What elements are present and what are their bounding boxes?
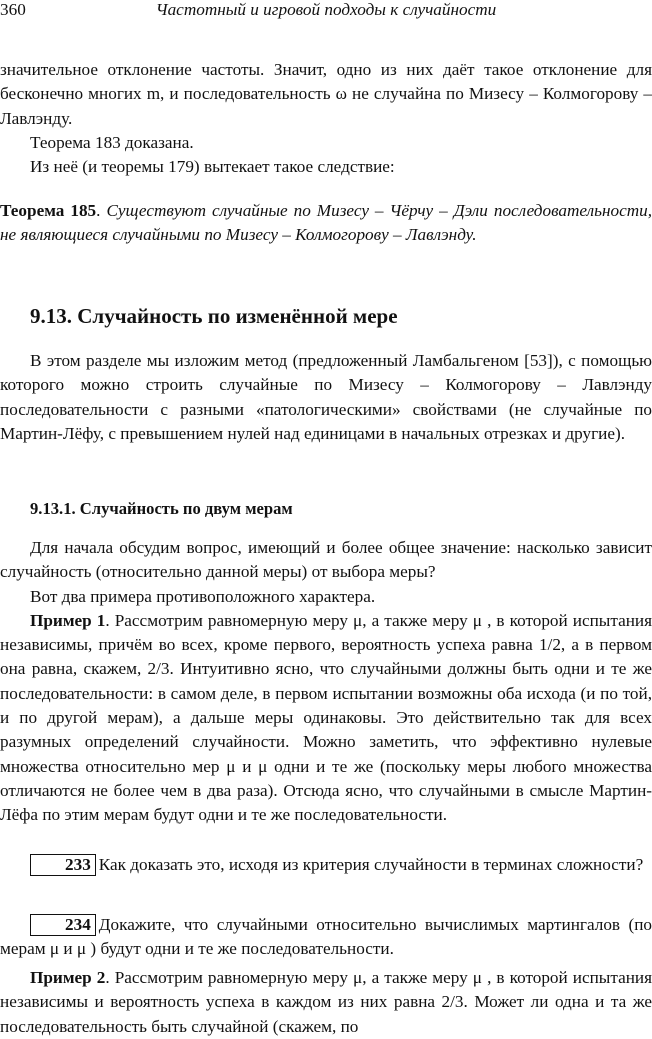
example-1-text: . Рассмотрим равномерную меру μ, а также меру μ , в которой испытания независимы, причём во всех, кроме первого, вероятность успеха равна 1/2, а в первом она равна, скажем, 2/3. Интуитивно ясно, что случайными должны быть одни и те же последовательности: в самом деле, в первом испытании возможны оба исхода (и по той, и по другой мерам), а дальше меры одинаковы. Это действительно так для всех разумных определений случайности. Можно заметить, что эффективно нулевые множества относительно мер μ и μ одни и те же (поскольку меры любого множества отличаются не более чем в два раза). Отсюда ясно, что случайными в смысле Мартин-Лёфа по этим мерам будут одни и те же последовательности. [0,610,652,825]
example-2 [0,966,652,1039]
section-intro [0,349,652,446]
theorem-text: Существуют случайные по Мизесу – Чёрчу – Дэли последовательности, не являющиеся случайными по Мизесу – Колмогорову – Лавлэнду. [0,201,652,245]
task-233-number: 233 [30,854,96,876]
section-title: 9.13. Случайность по изменённой мере [30,304,398,328]
intro-block [0,58,652,179]
task-234-number: 234 [30,914,96,936]
task-233 [0,853,652,877]
page-number: 360 [0,0,26,19]
subsection-body [0,536,652,828]
example-2-label: Пример 2 [30,968,106,987]
proved-line: Теорема 183 доказана. [30,132,194,152]
theorem-label: Теорема 185 [0,201,97,220]
corollary-line: Из неё (и теоремы 179) вытекает такое следствие: [30,157,395,177]
task-234-text: Докажите, что случайными относительно вычислимых мартингалов (по мерам μ и μ ) будут одни и те же последовательности. [0,915,652,959]
task-234 [0,913,652,962]
theorem-185: Теорема 185. Существуют случайные по Мизесу – Чёрчу – Дэли последовательности, не являющиеся случайными по Мизесу – Колмогорову – Лавлэнду. [0,201,652,245]
task-233-text: Как доказать это, исходя из критерия случайности в терминах сложности? [98,855,644,874]
example-2-text: . Рассмотрим равномерную меру μ, а также меру μ , в которой испытания независимы и вероятность успеха в каждом из них равна 2/3. Может ли одна и та же последовательность быть случайной (скажем, по [0,968,652,1036]
subsection-para-2: Вот два примера противоположного характера. [30,586,376,606]
example-1 [0,609,652,828]
example-1-label: Пример 1 [30,610,106,630]
subsection-para-1: Для начала обсудим вопрос, имеющий и более общее значение: насколько зависит случайность (относительно данной меры) от выбора меры? [0,538,652,582]
intro-paragraph: значительное отклонение частоты. Значит, одно из них даёт такое отклонение для бесконечно многих m, и последовательность ω не случайна по Мизесу – Колмогорову – Лавлэнду. [0,60,652,128]
page-header [0,0,652,22]
section-paragraph: В этом разделе мы изложим метод (предложенный Ламбальгеном [53]), с помощью которого можно строить случайные по Мизесу – Колмогорову – Лавлэнду последовательности с разными «патологическими» свойствами (не случайные по Мартин-Лёфу, с превышением нулей над единицами в начальных отрезках и другие). [0,351,652,443]
running-title: Частотный и игровой подходы к случайности [155,0,497,19]
subsection-title: 9.13.1. Случайность по двум мерам [30,499,293,518]
